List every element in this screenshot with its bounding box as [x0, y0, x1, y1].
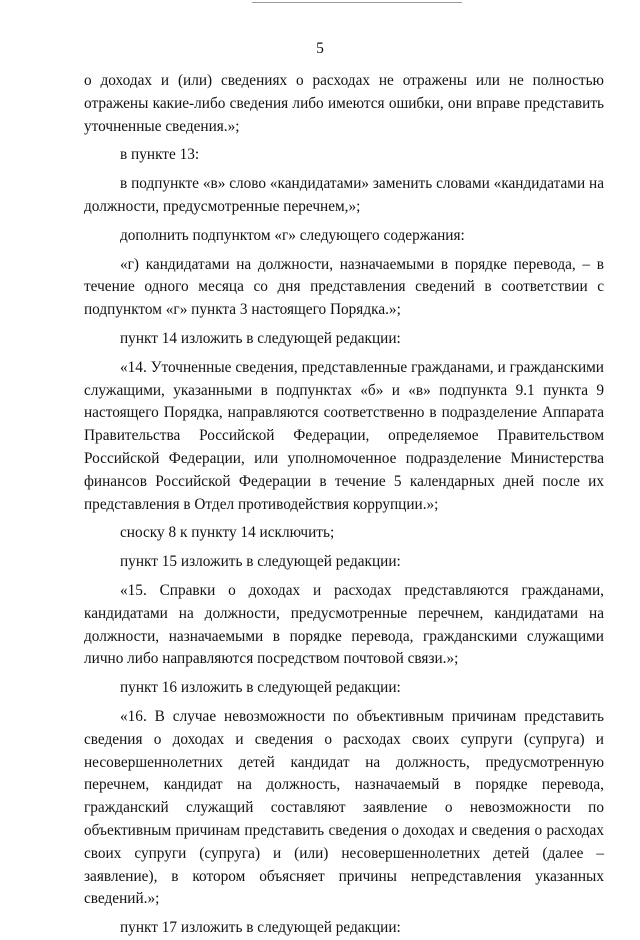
paragraph-point-13: в пункте 13:: [120, 146, 200, 164]
scan-edge-line: [252, 2, 462, 3]
paragraph-point-14-text: «14. Уточненные сведения, представленные гражданами, и гражданскими служащими, указанными в подпунктах «б» и «в» подпункта 9.1 пункта 9 настоящего Порядка, направляются соответственно в подразделение Аппарата Правительства Российской Федерации, определяемое Правительством Российской Федерации, или уполномоченное подразделение Министерства финансов Российской Федерации в течение 5 календарных дней после их представления в Отдел противодействия коррупции.»;: [84, 358, 604, 513]
paragraph-subpoint-v: в подпункте «в» слово «кандидатами» заменить словами «кандидатами на должности, предусмотренные перечнем,»;: [84, 175, 604, 215]
paragraph-continuation: о доходах и (или) сведениях о расходах не отражены или не полностью отражены какие-либо сведения либо имеются ошибки, они вправе представить уточненные сведения.»;: [84, 72, 604, 135]
paragraph-point-15-text: «15. Справки о доходах и расходах представляются гражданами, кандидатами на должности, предусмотренные перечнем, кандидатами на должности, назначаемыми в порядке перевода, гражданскими служащими лично либо направляются посредством почтовой связи.»;: [84, 581, 604, 668]
paragraph-point-16-text: «16. В случае невозможности по объективным причинам представить сведения о доходах и сведения о расходах своих супруги (супруга) и несовершеннолетних детей кандидат на должность, предусмотренную перечнем, кандидат на должность, назначаемый в порядке перевода, гражданский служащий составляют заявление о невозможности по объективным причинам представить сведения о доходах и сведения о расходах своих супруги (супруга) и (или) несовершеннолетних детей (далее – заявление), в котором объясняет причины непредставления указанных сведений.»;: [84, 707, 604, 908]
paragraph-add-subpoint-g: дополнить подпунктом «г» следующего содержания:: [120, 226, 465, 244]
paragraph-subpoint-g-text: «г) кандидатами на должности, назначаемыми в порядке перевода, – в течение одного месяца со дня представления сведений в соответствии с подпунктом «г» пункта 3 настоящего Порядка.»;: [84, 255, 604, 319]
paragraph-point-16-heading: пункт 16 изложить в следующей редакции:: [120, 679, 401, 697]
paragraph-point-14-heading: пункт 14 изложить в следующей редакции:: [120, 329, 401, 347]
document-body: [84, 70, 604, 940]
paragraph-point-17-heading: пункт 17 изложить в следующей редакции:: [120, 919, 401, 937]
paragraph-footnote-8: сноску 8 к пункту 14 исключить;: [120, 524, 335, 542]
page-number: 5: [316, 40, 324, 57]
paragraph-point-15-heading: пункт 15 изложить в следующей редакции:: [120, 553, 401, 571]
